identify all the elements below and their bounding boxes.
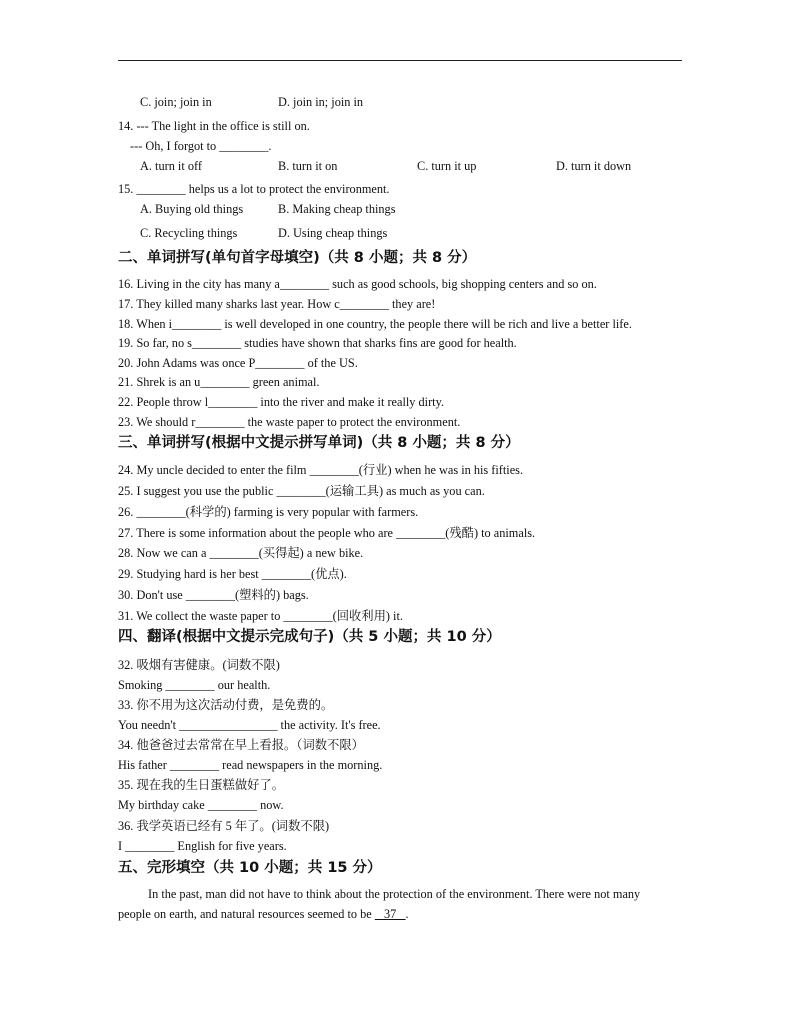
section5-heading: 五、完形填空（共 10 小题；共 15 分） <box>118 860 382 876</box>
question-16: 16. Living in the city has many a________ such as good schools, big shopping centers and so on. <box>118 277 597 291</box>
question-34-sentence: His father ________ read newspapers in the morning. <box>118 758 383 772</box>
q13-option-c: C. join; join in <box>140 95 212 109</box>
question-33-prompt: 33. 你不用为这次活动付费，是免费的。 <box>118 698 334 712</box>
question-18: 18. When i________ is well developed in one country, the people there will be rich and live a better life. <box>118 317 632 331</box>
q15-option-a: A. Buying old things <box>140 202 244 216</box>
q13-option-d: D. join in; join in <box>278 95 364 109</box>
q14-option-d: D. turn it down <box>556 159 632 173</box>
header-rule <box>118 60 682 61</box>
cloze-blank-37: 37 <box>374 907 406 921</box>
question-20: 20. John Adams was once P________ of the US. <box>118 356 358 370</box>
q14-option-a: A. turn it off <box>140 159 202 173</box>
question-32-sentence: Smoking ________ our health. <box>118 678 271 692</box>
q14-option-c: C. turn it up <box>417 159 477 173</box>
question-32-prompt: 32. 吸烟有害健康。(词数不限) <box>118 658 280 672</box>
question-33-sentence: You needn't ________________ the activity. It's free. <box>118 718 381 732</box>
q14-stem: 14. --- The light in the office is still on. <box>118 119 310 133</box>
q15-stem: 15. ________ helps us a lot to protect the environment. <box>118 182 390 196</box>
question-27: 27. There is some information about the people who are ________(残酷) to animals. <box>118 526 536 540</box>
question-30: 30. Don't use ________(塑料的) bags. <box>118 588 309 602</box>
section2-heading: 二、单词拼写(单句首字母填空)（共 8 小题；共 8 分） <box>118 250 477 266</box>
question-25: 25. I suggest you use the public ________(运输工具) as much as you can. <box>118 484 485 498</box>
q15-option-b: B. Making cheap things <box>278 202 396 216</box>
question-29: 29. Studying hard is her best ________(优点). <box>118 567 347 581</box>
question-21: 21. Shrek is an u________ green animal. <box>118 375 320 389</box>
section4-heading: 四、翻译(根据中文提示完成句子)（共 5 小题；共 10 分） <box>118 629 501 645</box>
cloze-paragraph-line1: In the past, man did not have to think about the protection of the environment. There were not many <box>148 887 641 901</box>
question-22: 22. People throw l________ into the river and make it really dirty. <box>118 395 445 409</box>
question-19: 19. So far, no s________ studies have shown that sharks fins are good for health. <box>118 336 517 350</box>
question-36-sentence: I ________ English for five years. <box>118 839 287 853</box>
question-35-prompt: 35. 现在我的生日蛋糕做好了。 <box>118 778 285 792</box>
q14-reply: --- Oh, I forgot to ________. <box>130 139 272 153</box>
question-17: 17. They killed many sharks last year. How c________ they are! <box>118 297 436 311</box>
cloze-paragraph-line2 <box>118 906 409 922</box>
q15-option-c: C. Recycling things <box>140 226 238 240</box>
q15-option-d: D. Using cheap things <box>278 226 388 240</box>
section3-heading: 三、单词拼写(根据中文提示拼写单词)（共 8 小题；共 8 分） <box>118 435 520 451</box>
question-24: 24. My uncle decided to enter the film ________(行业) when he was in his fifties. <box>118 463 524 477</box>
question-34-prompt: 34. 他爸爸过去常常在早上看报。（词数不限） <box>118 738 364 752</box>
question-36-prompt: 36. 我学英语已经有 5 年了。(词数不限) <box>118 819 330 833</box>
q14-option-b: B. turn it on <box>278 159 338 173</box>
question-31: 31. We collect the waste paper to ________(回收利用) it. <box>118 609 403 623</box>
cloze-text-before-blank: people on earth, and natural resources seemed to be <box>118 907 375 921</box>
cloze-text-after-blank: . <box>405 907 409 921</box>
question-28: 28. Now we can a ________(买得起) a new bike. <box>118 546 364 560</box>
question-35-sentence: My birthday cake ________ now. <box>118 798 284 812</box>
question-26: 26. ________(科学的) farming is very popular with farmers. <box>118 505 419 519</box>
question-23: 23. We should r________ the waste paper to protect the environment. <box>118 415 461 429</box>
